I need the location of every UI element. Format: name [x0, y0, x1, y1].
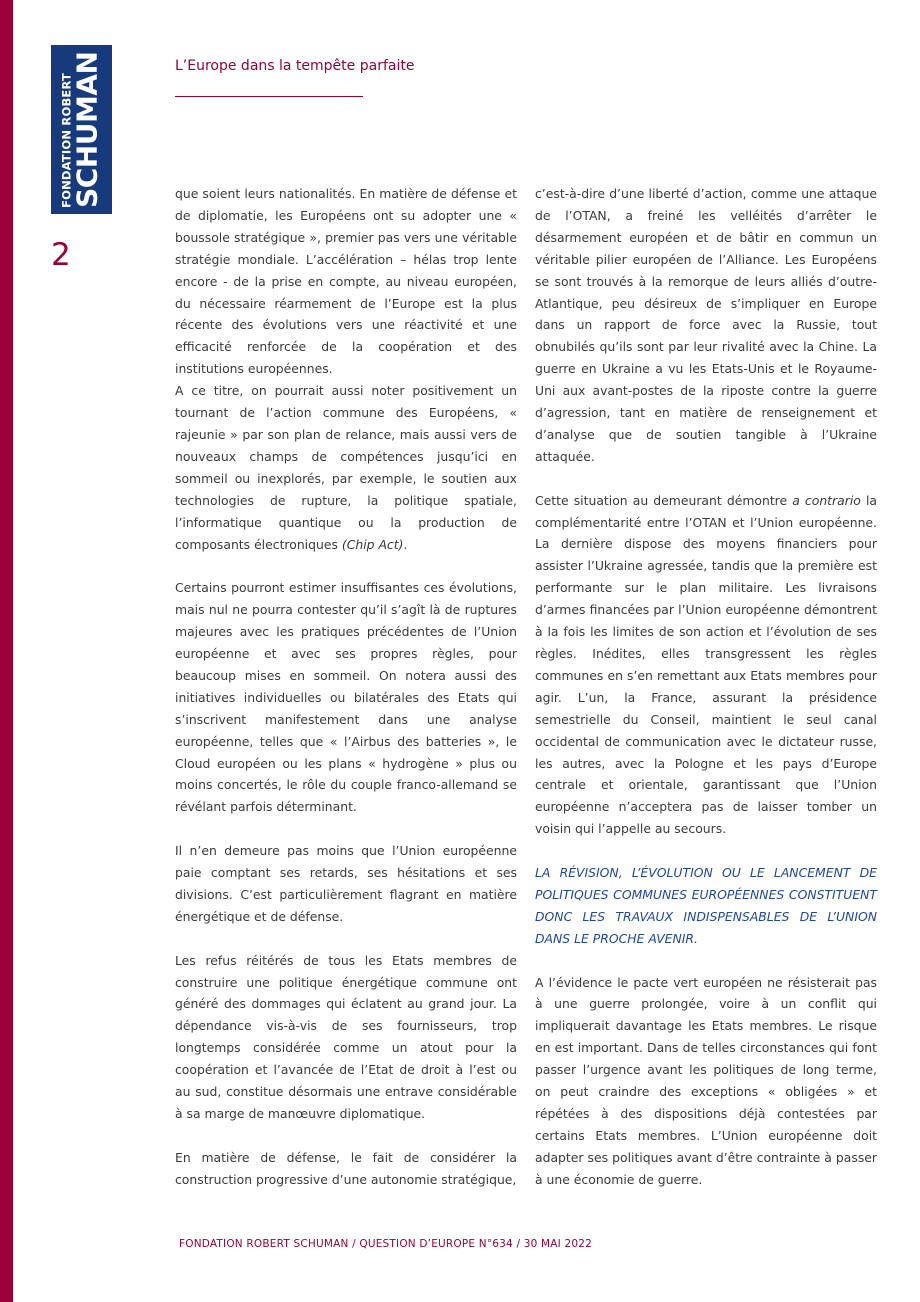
italic-term: a contrario [792, 492, 861, 508]
right-text-column [535, 183, 877, 1191]
running-header-title: L’Europe dans la tempête parfaite [175, 58, 415, 74]
italic-term: (Chip Act) [341, 536, 404, 552]
pull-quote: LA RÉVISION, L’ÉVOLUTION OU LE LANCEMENT DE POLITIQUES COMMUNES EUROPÉENNES CONSTITUENT DONC LES TRAVAUX INDISPENSABLES DE L’UNION DANS LE PROCHE AVENIR. [535, 865, 877, 946]
paragraph: En matière de défense, le fait de considérer la construction progressive d’une autonomie stratégique, [175, 1149, 517, 1187]
paragraph-text: Cette situation au demeurant démontre [535, 492, 793, 508]
paragraph: A l’évidence le pacte vert européen ne résisterait pas à une guerre prolongée, voire à un conflit qui impliquerait davantage les Etats membres. Le risque en est important. Dans de telles circonstances qui font passer l’urgence avant les politiques de long terme, on peut craindre des exceptions « obligées » et répétées à des dispositions déjà contestées par certains Etats membres. L’Union européenne doit adapter ses politiques avant d’être contrainte à passer à une économie de guerre. [535, 974, 877, 1187]
paragraph: Certains pourront estimer insuffisantes ces évolutions, mais nul ne pourra contester qu’il s’agît là de ruptures majeures avec les pratiques précédentes de l’Union européenne et avec ses propres règles, pour beaucoup mises en sommeil. On notera aussi des initiatives individuelles ou bilatérales des Etats qui s’inscrivent manifestement dans une analyse européenne, telles que « l’Airbus des batteries », le Cloud européen ou les plans « hydrogène » plus ou moins concertés, le rôle du couple franco-allemand se révélant parfois déterminant. [175, 580, 517, 815]
paragraph-end: . [403, 536, 408, 552]
page-number: 2 [51, 237, 71, 273]
logo-line-2: SCHUMAN [70, 51, 104, 208]
fondation-logo [51, 45, 112, 214]
paragraph: Il n’en demeure pas moins que l’Union européenne paie comptant ses retards, ses hésitations et ses divisions. C’est particulièrement flagrant en matière énergétique et de défense. [175, 843, 517, 924]
page-footer: FONDATION ROBERT SCHUMAN / QUESTION D’EUROPE N°634 / 30 MAI 2022 [179, 1238, 593, 1250]
logo-line-1: FONDATION ROBERT [59, 72, 74, 208]
paragraph: c’est-à-dire d’une liberté d’action, comme une attaque de l’OTAN, a freiné les velléités d’arrêter le désarmement européen et de bâtir en commun un véritable pilier européen de l’Alliance. Les Européens se sont trouvés à la remorque de leurs alliés d’outre-Atlantique, peu désireux de s’impliquer en Europe dans un rapport de force avec la Russie, tout obnubilés qu’ils sont par leur rivalité avec la Chine. La guerre en Ukraine a vu les Etats-Unis et le Royaume-Uni aux avant-postes de la riposte contre la guerre d’agression, tant en matière de renseignement et d’analyse que de soutien tangible à l’Ukraine attaquée. [535, 186, 877, 464]
paragraph-text: la complémentarité entre l’OTAN et l’Union européenne. La dernière dispose des moyens financiers pour assister l’Ukraine agressée, tandis que la première est performante sur le plan militaire. Les livraisons d’armes financées par l’Union européenne démontrent à la fois les limites de son action et l’évolution de ses règles. Inédites, elles transgressent les règles communes en s’en remettant aux Etats membres pour agir. L’un, la France, assurant la présidence semestrielle du Conseil, maintient le seul canal occidental de communication avec le dictateur russe, les autres, avec la Pologne et les pays d’Europe centrale et orientale, garantissant que l’Union européenne n’acceptera pas de laisser tomber un voisin qui l’appelle au secours. [535, 492, 877, 837]
paragraph [535, 490, 877, 841]
header-rule [175, 96, 363, 97]
paragraph-text: A ce titre, on pourrait aussi noter positivement un tournant de l’action commune des Européens, « rajeunie » par son plan de relance, mais aussi vers de nouveaux champs de compétences jusqu’ici en sommeil ou inexplorés, par exemple, le soutien aux technologies de rupture, la politique spatiale, l’informatique quantique ou la production de composants électroniques [175, 383, 517, 552]
paragraph: Les refus réitérés de tous les Etats membres de construire une politique énergétique commune ont généré des dommages qui éclatent au grand jour. La dépendance vis-à-vis de ses fournisseurs, trop longtemps considérée comme un atout pour la coopération et l’avancée de l’Etat de droit à l’est ou au sud, constitue désormais une entrave considérable à sa marge de manœuvre diplomatique. [175, 952, 517, 1122]
paragraph [175, 380, 517, 555]
side-accent-bar [0, 0, 13, 1302]
logo-text [59, 51, 104, 208]
left-text-column [175, 183, 517, 1191]
paragraph: que soient leurs nationalités. En matière de défense et de diplomatie, les Européens ont su adopter une « boussole stratégique », premier pas vers une véritable stratégie mondiale. L’accélération – hélas trop lente encore - de la prise en compte, au niveau européen, du nécessaire réarmement de l’Europe est la plus récente des évolutions vers une réactivité et une efficacité renforcée de la coopération et des institutions européennes. [175, 186, 517, 377]
